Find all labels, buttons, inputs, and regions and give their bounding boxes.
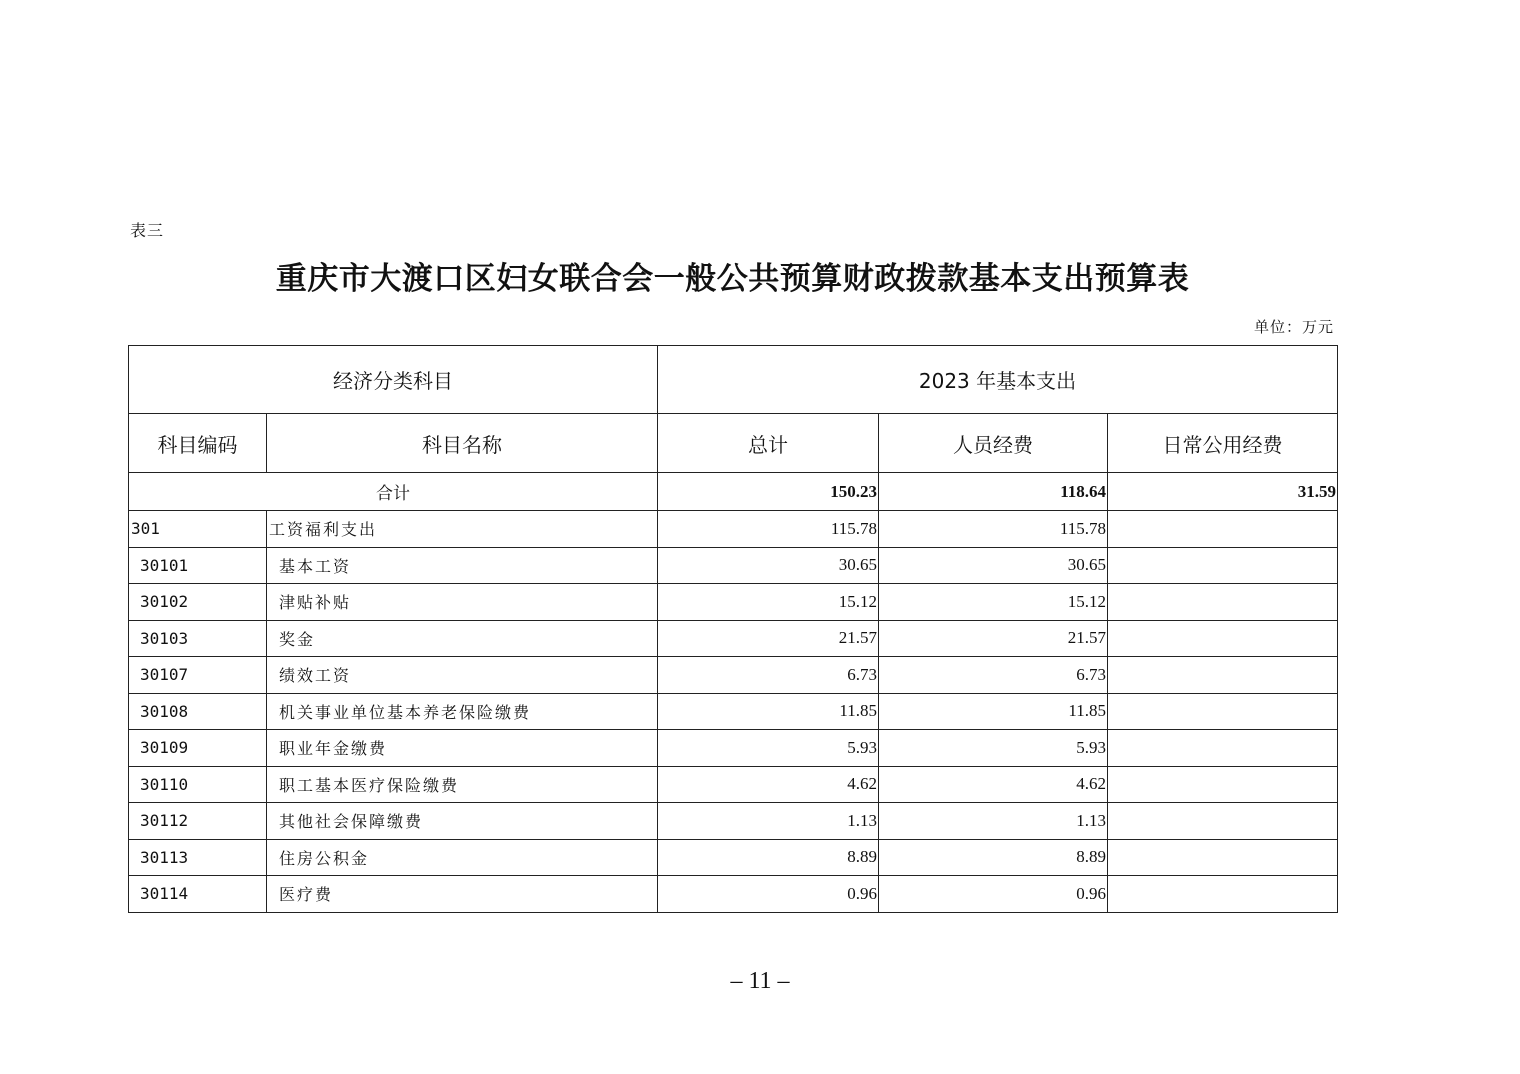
header-row-columns (129, 414, 1338, 473)
total-total: 150.23 (658, 473, 879, 511)
row-name: 职工基本医疗保险缴费 (267, 766, 658, 803)
row-code: 30103 (129, 620, 267, 657)
row-total: 0.96 (658, 876, 879, 913)
row-total: 15.12 (658, 584, 879, 621)
row-personnel: 4.62 (879, 766, 1108, 803)
row-code: 30102 (129, 584, 267, 621)
table-row (129, 766, 1338, 803)
row-name: 住房公积金 (267, 839, 658, 876)
row-name: 职业年金缴费 (267, 730, 658, 767)
row-public (1108, 584, 1338, 621)
row-total: 11.85 (658, 693, 879, 730)
row-code: 30113 (129, 839, 267, 876)
total-public: 31.59 (1108, 473, 1338, 511)
row-name: 绩效工资 (267, 657, 658, 694)
row-name: 奖金 (267, 620, 658, 657)
row-total: 5.93 (658, 730, 879, 767)
row-personnel: 30.65 (879, 547, 1108, 584)
row-personnel: 5.93 (879, 730, 1108, 767)
header-name: 科目名称 (267, 414, 658, 473)
row-total: 6.73 (658, 657, 879, 694)
row-total: 115.78 (658, 511, 879, 548)
row-public (1108, 803, 1338, 840)
document-title: 重庆市大渡口区妇女联合会一般公共预算财政拨款基本支出预算表 (275, 261, 1190, 297)
row-public (1108, 766, 1338, 803)
row-name: 津贴补贴 (267, 584, 658, 621)
row-code: 30114 (129, 876, 267, 913)
row-public (1108, 547, 1338, 584)
table-row (129, 730, 1338, 767)
budget-table (128, 345, 1338, 913)
row-personnel: 0.96 (879, 876, 1108, 913)
budget-table-body (129, 346, 1338, 913)
row-code: 30109 (129, 730, 267, 767)
row-personnel: 1.13 (879, 803, 1108, 840)
row-personnel: 115.78 (879, 511, 1108, 548)
header-expense-group: 2023 年基本支出 (658, 346, 1338, 414)
table-row (129, 693, 1338, 730)
table-row (129, 803, 1338, 840)
header-personnel: 人员经费 (879, 414, 1108, 473)
row-name: 医疗费 (267, 876, 658, 913)
header-public: 日常公用经费 (1108, 414, 1338, 473)
header-category-group: 经济分类科目 (129, 346, 658, 414)
header-code: 科目编码 (129, 414, 267, 473)
row-name: 工资福利支出 (267, 511, 658, 548)
total-personnel: 118.64 (879, 473, 1108, 511)
row-personnel: 15.12 (879, 584, 1108, 621)
total-label: 合计 (129, 473, 658, 511)
row-public (1108, 657, 1338, 694)
row-code: 30110 (129, 766, 267, 803)
row-public (1108, 876, 1338, 913)
row-total: 4.62 (658, 766, 879, 803)
table-row (129, 620, 1338, 657)
row-total: 1.13 (658, 803, 879, 840)
table-row (129, 547, 1338, 584)
row-code: 30112 (129, 803, 267, 840)
row-public (1108, 511, 1338, 548)
unit-label: 单位：万元 (1253, 318, 1334, 336)
row-name: 其他社会保障缴费 (267, 803, 658, 840)
header-total: 总计 (658, 414, 879, 473)
row-code: 30101 (129, 547, 267, 584)
row-total: 30.65 (658, 547, 879, 584)
row-public (1108, 620, 1338, 657)
row-code: 301 (129, 511, 267, 548)
row-personnel: 8.89 (879, 839, 1108, 876)
row-code: 30108 (129, 693, 267, 730)
page-number: – 11 – (730, 968, 790, 994)
row-personnel: 6.73 (879, 657, 1108, 694)
row-public (1108, 839, 1338, 876)
table-row (129, 839, 1338, 876)
total-row (129, 473, 1338, 511)
row-total: 8.89 (658, 839, 879, 876)
row-name: 基本工资 (267, 547, 658, 584)
row-public (1108, 693, 1338, 730)
table-row (129, 876, 1338, 913)
row-name: 机关事业单位基本养老保险缴费 (267, 693, 658, 730)
table-row (129, 584, 1338, 621)
table-row (129, 657, 1338, 694)
row-personnel: 21.57 (879, 620, 1108, 657)
table-row (129, 511, 1338, 548)
row-total: 21.57 (658, 620, 879, 657)
table-label: 表三 (130, 221, 165, 240)
row-code: 30107 (129, 657, 267, 694)
row-public (1108, 730, 1338, 767)
row-personnel: 11.85 (879, 693, 1108, 730)
header-row-group (129, 346, 1338, 414)
